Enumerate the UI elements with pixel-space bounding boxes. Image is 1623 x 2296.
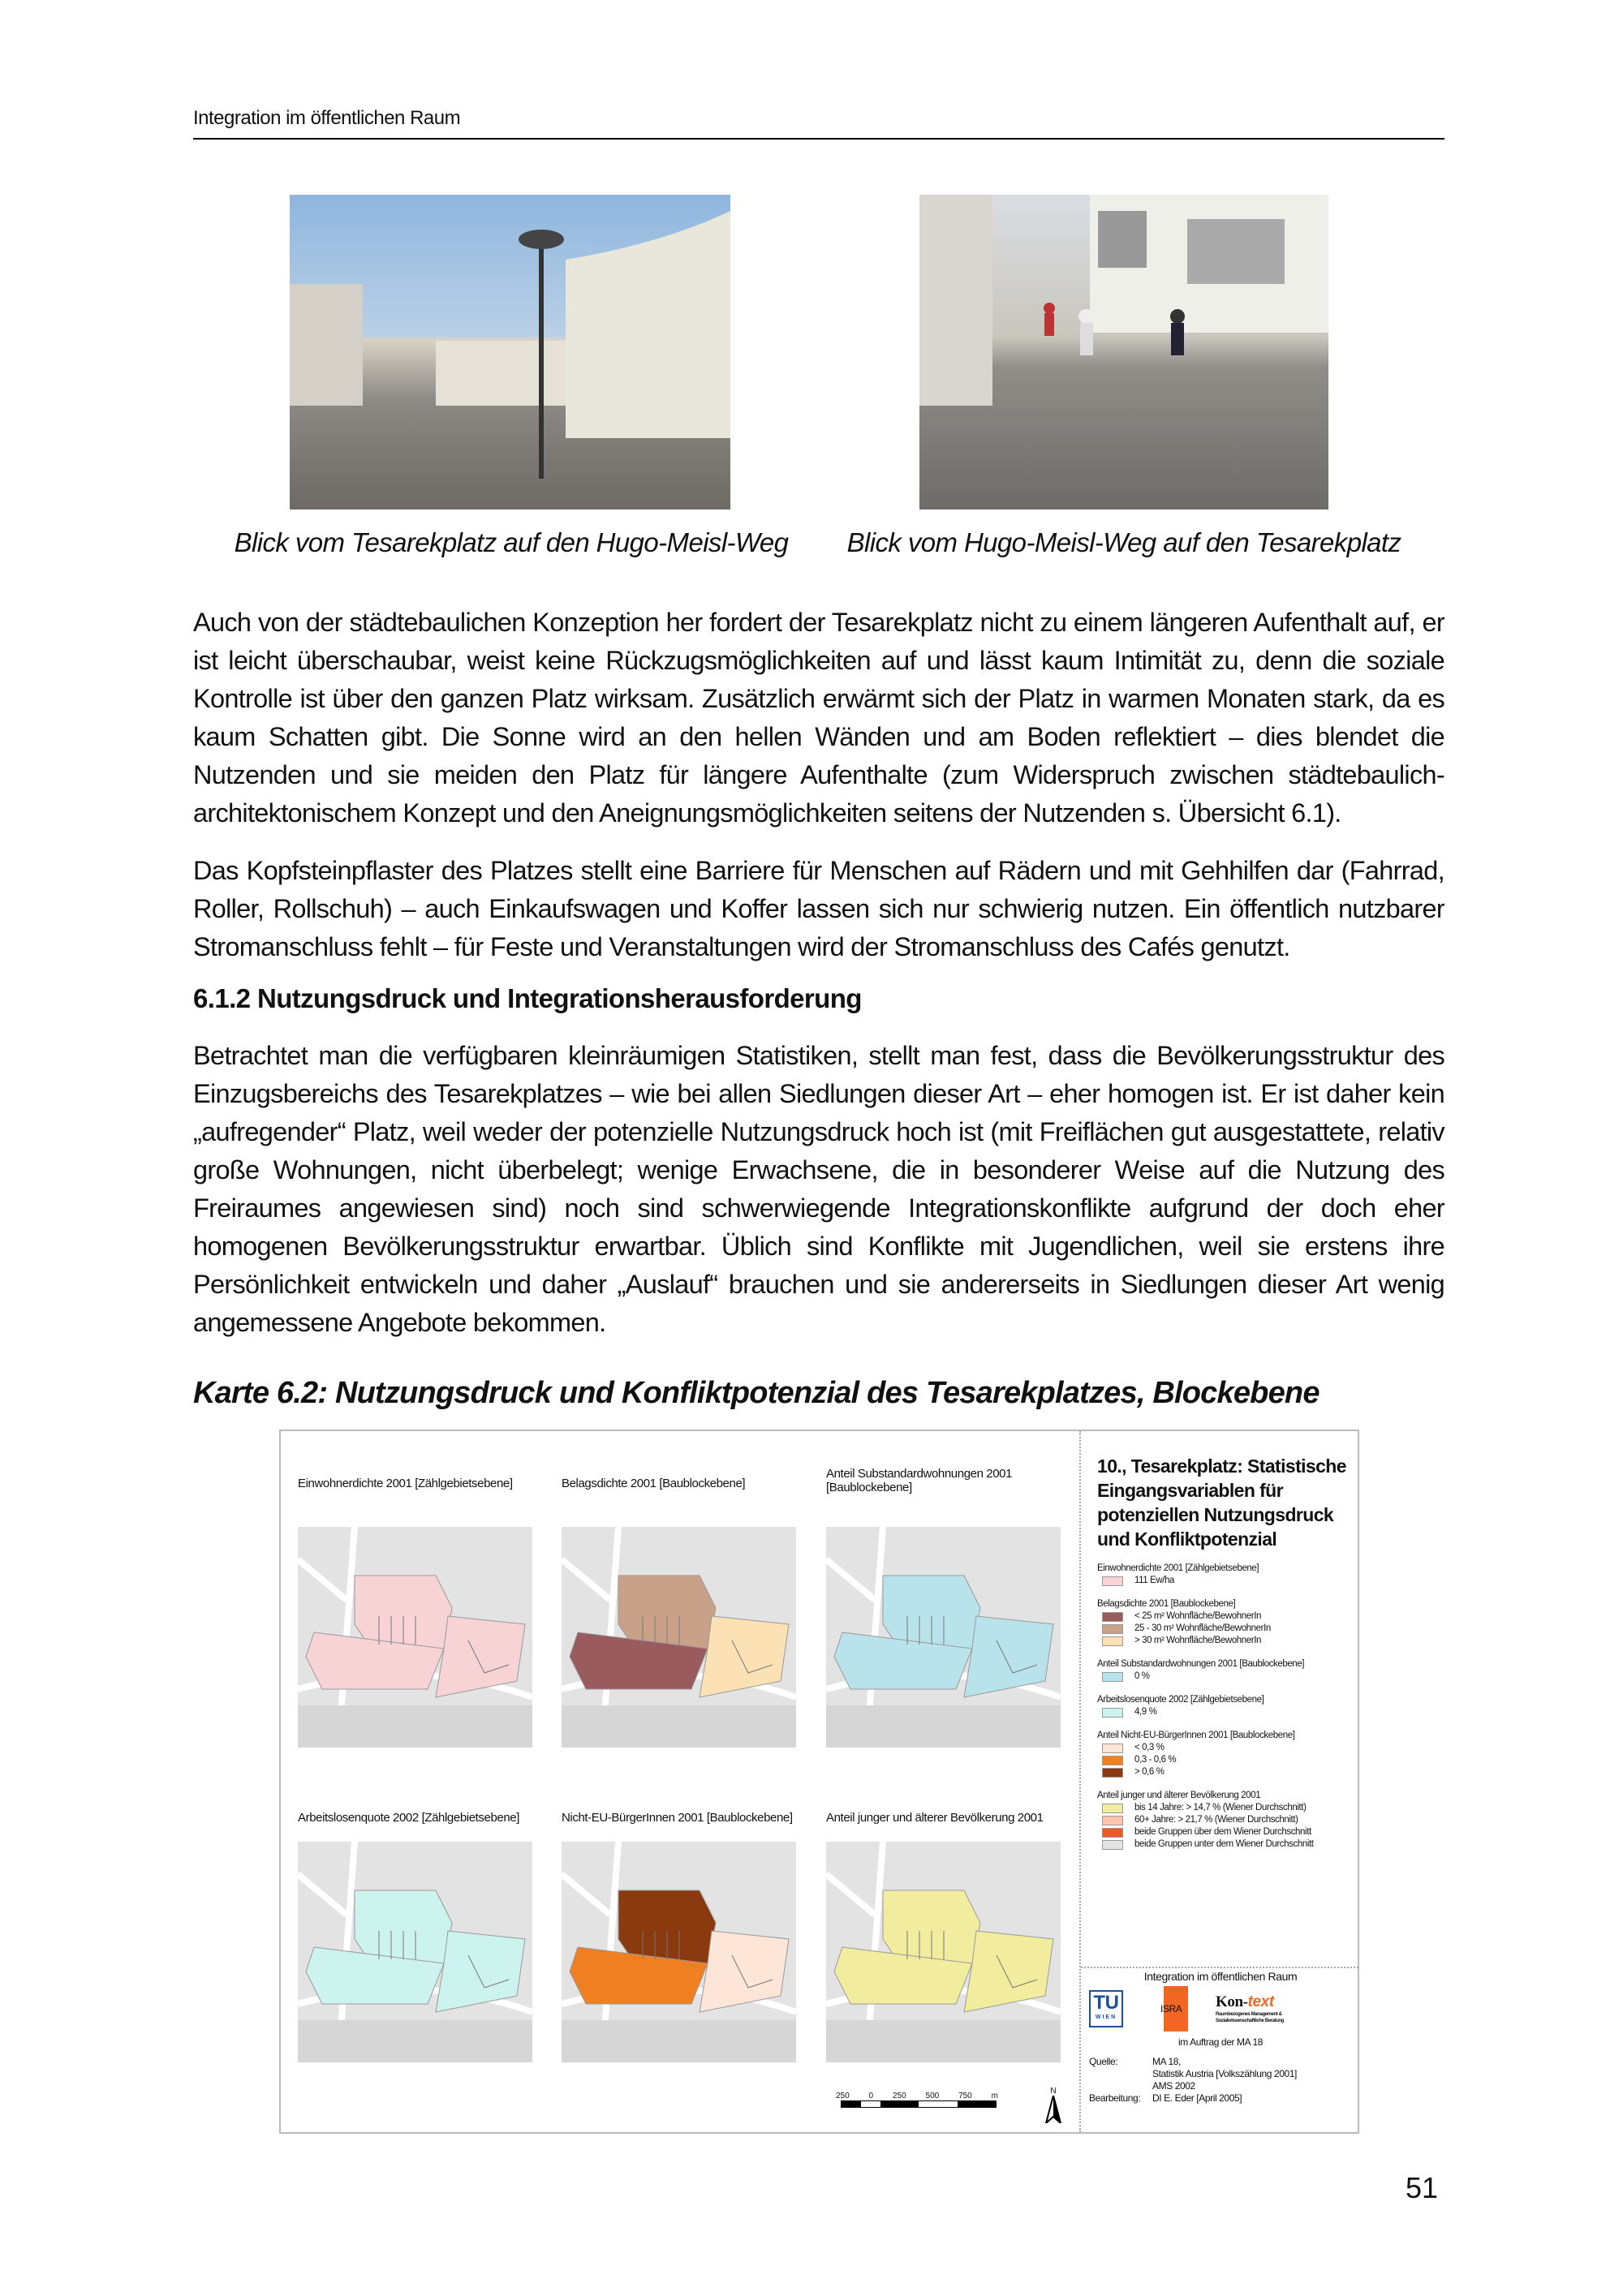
section-heading: 6.1.2 Nutzungsdruck und Integrationsherausforderung	[193, 983, 862, 1013]
legend-credits	[1084, 1970, 1357, 2105]
legend-item	[1097, 1754, 1357, 1766]
running-header: Integration im öffentlichen Raum	[193, 107, 461, 129]
legend-label: bis 14 Jahre: > 14,7 % (Wiener Durchschnitt)	[1134, 1803, 1307, 1812]
map-title: Nicht-EU-BürgerInnen 2001 [Baublockebene]	[562, 1811, 793, 1825]
map-block	[700, 1931, 789, 2012]
legend-group-title: Arbeitslosenquote 2002 [Zählgebietsebene]	[1097, 1695, 1264, 1705]
scale-tick: 500	[925, 2092, 940, 2100]
scale-unit: m	[991, 2092, 998, 2100]
legend-swatch	[1102, 1828, 1123, 1838]
map-block	[964, 1616, 1053, 1697]
north-label: N	[1050, 2087, 1057, 2096]
legend-item	[1097, 1802, 1357, 1814]
photo-hugo-meisl-weg	[919, 195, 1328, 510]
header-rule	[193, 138, 1444, 140]
legend-group	[1097, 1694, 1357, 1718]
photo-tesarekplatz	[290, 195, 730, 510]
legend-group	[1097, 1790, 1357, 1851]
legend-swatch	[1102, 1768, 1123, 1778]
scale-tick: 0	[868, 2092, 874, 2100]
photo-caption: Blick vom Hugo-Meisl-Weg auf den Tesarekplatz	[846, 527, 1401, 557]
map-heading: Karte 6.2: Nutzungsdruck und Konfliktpotenzial des Tesarekplatzes, Blockebene	[193, 1376, 1319, 1410]
map-legend	[1097, 1454, 1357, 1851]
thematic-map	[562, 1527, 796, 1748]
thematic-map	[826, 1527, 1061, 1748]
legend-swatch	[1102, 1612, 1123, 1622]
map-title: Einwohnerdichte 2001 [Zählgebietsebene]	[298, 1477, 513, 1490]
map-block	[436, 1616, 525, 1697]
legend-label: > 30 m² Wohnfläche/BewohnerIn	[1134, 1636, 1261, 1645]
source-label: Quelle:	[1089, 2056, 1118, 2067]
map-title: Arbeitslosenquote 2002 [Zählgebietsebene]	[298, 1811, 519, 1825]
thematic-map	[298, 1527, 532, 1748]
isra-logo: ISRA	[1164, 1986, 1188, 2032]
map-title: Anteil junger und älterer Bevölkerung 2001	[826, 1811, 1044, 1825]
scale-bar	[836, 2092, 1014, 2108]
scale-tick: 250	[892, 2092, 906, 2100]
body-paragraph: Das Kopfsteinpflaster des Platzes stellt eine Barriere für Menschen auf Rädern und mit Gehhilfen dar (Fahrrad, Roller, Rollschuh) – auch Einkaufswagen und Koffer lassen sich nur schwierig nutzen. Ein öffentlich nutzbarer Stromanschluss fehlt – für Feste und Veranstaltungen wird der Stromanschluss des Cafés genutzt.	[193, 856, 1444, 961]
legend-group	[1097, 1563, 1357, 1587]
legend-item	[1097, 1838, 1357, 1851]
commission: im Auftrag der MA 18	[1177, 2036, 1264, 2048]
legend-label: beide Gruppen über dem Wiener Durchschnitt	[1134, 1827, 1311, 1837]
thematic-map	[298, 1842, 532, 2062]
legend-swatch	[1102, 1636, 1123, 1646]
legend-label: 60+ Jahre: > 21,7 % (Wiener Durchschnitt)	[1134, 1815, 1298, 1825]
legend-separator	[1081, 1967, 1358, 1968]
legend-swatch	[1102, 1743, 1123, 1753]
legend-swatch	[1102, 1816, 1123, 1825]
source-line: MA 18,	[1152, 2056, 1181, 2067]
map-title: Belagsdichte 2001 [Baublockebene]	[562, 1477, 746, 1490]
legend-swatch	[1102, 1624, 1123, 1634]
legend-item	[1097, 1575, 1357, 1587]
legend-label: < 0,3 %	[1134, 1743, 1165, 1752]
legend-item	[1097, 1742, 1357, 1754]
legend-label: 111 Ew/ha	[1134, 1576, 1175, 1585]
legend-label: 25 - 30 m² Wohnfläche/BewohnerIn	[1134, 1623, 1271, 1633]
scale-tick: 250	[836, 2092, 850, 2100]
photo-caption: Blick vom Tesarekplatz auf den Hugo-Meisl-Weg	[234, 527, 789, 557]
scale-tick: 750	[958, 2092, 972, 2100]
north-arrow	[1044, 2087, 1063, 2126]
legend-item	[1097, 1826, 1357, 1838]
legend-item	[1097, 1706, 1357, 1718]
legend-label: 0 %	[1134, 1671, 1150, 1681]
north-arrow-icon	[1044, 2096, 1062, 2123]
legend-group	[1097, 1658, 1357, 1683]
page-number: 51	[1406, 2171, 1439, 2204]
map-block	[700, 1616, 789, 1697]
source-line: AMS 2002	[1152, 2080, 1195, 2092]
legend-group-title: Belagsdichte 2001 [Baublockebene]	[1097, 1599, 1236, 1609]
legend-label: beide Gruppen unter dem Wiener Durchschnitt	[1134, 1839, 1314, 1849]
legend-swatch	[1102, 1672, 1123, 1682]
legend-group	[1097, 1730, 1357, 1778]
tu-wien-logo: TU WIEN	[1089, 1990, 1123, 2027]
legend-item	[1097, 1814, 1357, 1826]
thematic-map	[826, 1842, 1061, 2062]
legend-label: < 25 m² Wohnfläche/BewohnerIn	[1134, 1611, 1261, 1621]
legend-item	[1097, 1670, 1357, 1683]
legend-group-title: Anteil Substandardwohnungen 2001 [Baublockebene]	[1097, 1659, 1305, 1669]
legend-swatch	[1102, 1804, 1123, 1813]
map-block	[964, 1931, 1053, 2012]
legend-label: 0,3 - 0,6 %	[1134, 1755, 1177, 1765]
legend-group-title: Anteil junger und älterer Bevölkerung 2001	[1097, 1791, 1261, 1800]
legend-item	[1097, 1635, 1357, 1647]
legend-swatch	[1102, 1756, 1123, 1765]
body-paragraph: Betrachtet man die verfügbaren kleinräumigen Statistiken, stellt man fest, dass die Bevölkerungsstruktur des Einzugsbereichs des Tesarekplatzes – wie bei allen Siedlungen dieser Art – eher homogen ist. Er ist daher kein „aufregender“ Platz, weil weder der potenzielle Nutzungsdruck hoch ist (mit Freiflächen gut ausgestattete, relativ große Wohnungen, nicht überbelegt; wenige Erwachsene, die in besonderer Weise auf die Nutzung des Freiraumes angewiesen sind) noch sind schwerwiegende Integrationskonflikte aufgrund der doch eher homogenen Bevölkerungsstruktur erwartbar. Üblich sind Konflikte mit Jugendlichen, weil sie erstens ihre Persönlichkeit entwickeln und daher „Auslauf“ brauchen und sie andererseits in Siedlungen dieser Art wenig angemessene Angebote bekommen.	[193, 1041, 1444, 1337]
body-paragraph: Auch von der städtebaulichen Konzeption her fordert der Tesarekplatz nicht zu einem längeren Aufenthalt auf, er ist leicht überschaubar, weist keine Rückzugsmöglichkeiten auf und lässt kaum Intimität zu, denn die soziale Kontrolle ist über den ganzen Platz wirksam. Zusätzlich erwärmt sich der Platz in warmen Monaten stark, da es kaum Schatten gibt. Die Sonne wird an den hellen Wänden und am Boden reflektiert – dies blendet die Nutzenden und sie meiden den Platz für längere Aufenthalte (zum Widerspruch zwischen städtebaulich-architektonischem Konzept und den Aneignungsmöglichkeiten seitens der Nutzenden s. Übersicht 6.1).	[193, 608, 1444, 828]
legend-item	[1097, 1766, 1357, 1778]
legend-group-title: Einwohnerdichte 2001 [Zählgebietsebene]	[1097, 1563, 1259, 1573]
editor: DI E. Eder [April 2005]	[1152, 2092, 1242, 2104]
legend-swatch	[1102, 1708, 1123, 1718]
legend-swatch	[1102, 1840, 1123, 1850]
source-line: Statistik Austria [Volkszählung 2001]	[1152, 2068, 1297, 2079]
thematic-map	[562, 1842, 796, 2062]
legend-title: 10., Tesarekplatz: Statistische Eingangsvariablen für potenziellen Nutzungsdruck und Konfliktpotenzial	[1097, 1455, 1346, 1550]
legend-item	[1097, 1610, 1357, 1623]
legend-group-title: Anteil Nicht-EU-BürgerInnen 2001 [Baublockebene]	[1097, 1731, 1295, 1740]
editor-label: Bearbeitung:	[1089, 2092, 1141, 2104]
legend-group	[1097, 1598, 1357, 1647]
legend-swatch	[1102, 1576, 1123, 1586]
map-block	[436, 1931, 525, 2012]
legend-item	[1097, 1623, 1357, 1635]
legend-label: > 0,6 %	[1134, 1767, 1165, 1777]
legend-label: 4,9 %	[1134, 1707, 1157, 1717]
map-title: Anteil Substandardwohnungen 2001 [Baublockebene]	[826, 1467, 1013, 1494]
project-title: Integration im öffentlichen Raum	[1143, 1970, 1298, 1983]
kontext-logo: Kon-text Raumbezogenes Management & Sozialwissenschaftliche Beratung	[1216, 1993, 1284, 2023]
map-divider	[1079, 1431, 1081, 2132]
